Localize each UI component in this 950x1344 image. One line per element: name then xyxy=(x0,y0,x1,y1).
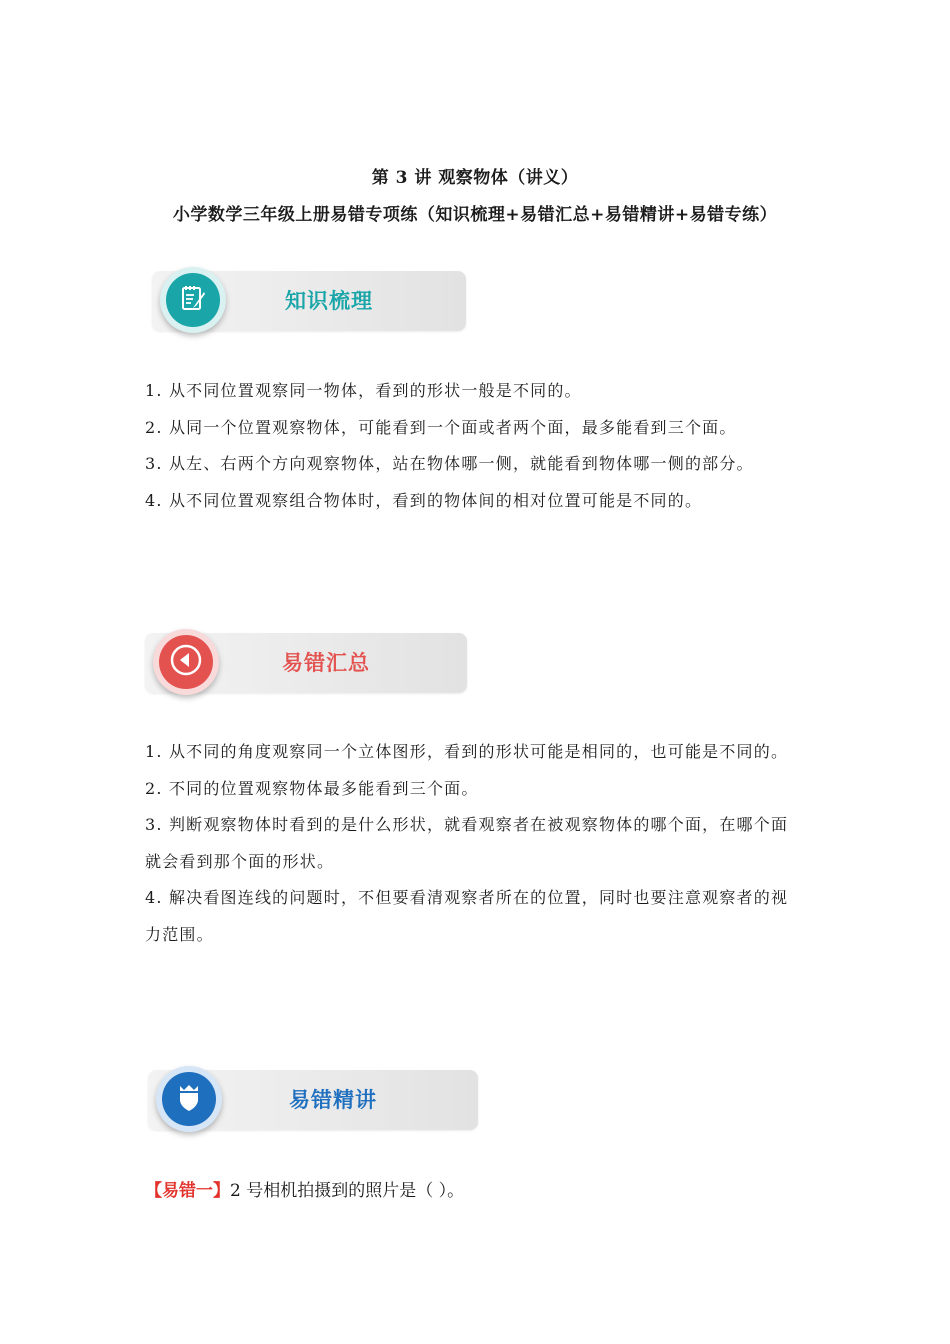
question-1 xyxy=(145,1176,464,1201)
list-item: 1. 从不同位置观察同一物体，看到的形状一般是不同的。 xyxy=(145,381,582,400)
section-heading-errors-summary: 易错汇总 xyxy=(282,651,370,675)
errors-summary-list xyxy=(145,734,805,953)
shield-crown-icon xyxy=(174,1081,204,1117)
list-item: 2. 不同的位置观察物体最多能看到三个面。 xyxy=(145,778,479,798)
knowledge-badge xyxy=(160,267,226,333)
section-heading-errors-detail: 易错精讲 xyxy=(289,1088,377,1112)
list-item: 2. 从同一个位置观察物体，可能看到一个面或者两个面，最多能看到三个面。 xyxy=(145,417,737,437)
section-banner-errors-detail xyxy=(148,1070,478,1130)
section-banner-knowledge xyxy=(152,271,466,331)
list-item: 4. 解决看图连线的问题时，不但要看清观察者所在的位置，同时也要注意观察者的视力范围。 xyxy=(145,888,789,944)
list-item: 4. 从不同位置观察组合物体时，看到的物体间的相对位置可能是不同的。 xyxy=(145,490,703,510)
list-item: 3. 判断观察物体时看到的是什么形状，就看观察者在被观察物体的哪个面，在哪个面就会看到那个面的形状。 xyxy=(145,815,789,871)
section-banner-errors-summary xyxy=(145,633,467,693)
page-title: 第 3 讲 观察物体（讲义） xyxy=(371,168,579,188)
knowledge-list xyxy=(145,373,805,519)
page-subtitle: 小学数学三年级上册易错专项练（知识梳理+易错汇总+易错精讲+易错专练） xyxy=(172,205,778,225)
question-tag: 【易错一】 xyxy=(145,1181,230,1201)
list-item: 1. 从不同的角度观察同一个立体图形，看到的形状可能是相同的，也可能是不同的。 xyxy=(145,742,789,761)
notepad-pencil-icon xyxy=(178,283,208,317)
section-heading-knowledge: 知识梳理 xyxy=(285,289,373,313)
play-circle-icon xyxy=(169,643,203,681)
errors-summary-badge xyxy=(153,629,219,695)
errors-detail-badge xyxy=(156,1066,222,1132)
list-item: 3. 从左、右两个方向观察物体，站在物体哪一侧，就能看到物体哪一侧的部分。 xyxy=(145,454,754,473)
question-text: 2 号相机拍摄到的照片是（ ）。 xyxy=(230,1181,465,1201)
